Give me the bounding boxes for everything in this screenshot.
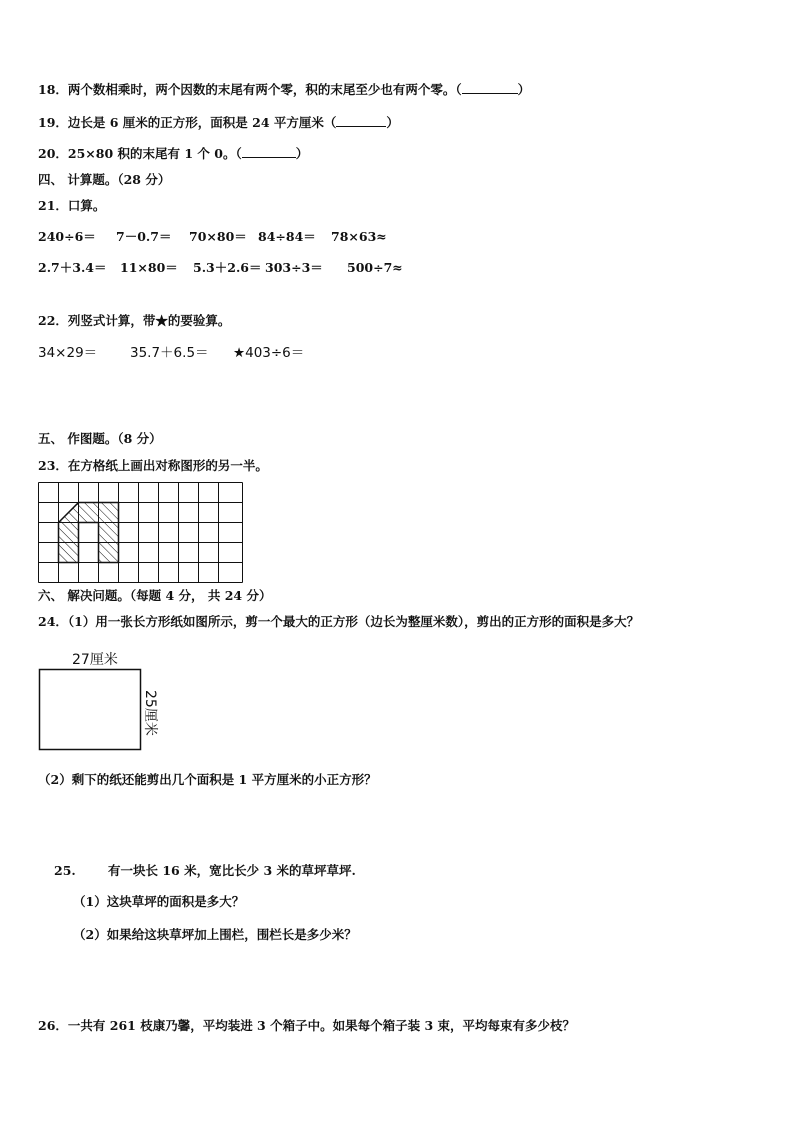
question-25-number: 25. [54,863,76,878]
rectangle-paper [40,670,141,750]
written-calc-item: 35.7＋6.5＝ [130,345,209,361]
question-26: 26．一共有 261 枝康乃馨，平均装进 3 个箱子中。如果每个箱子装 3 束，平均每束有多少枝？ [38,1018,575,1033]
mental-math-item: 78×63≈ [331,229,387,244]
question-20-text: 20．25×80 积的末尾有 1 个 0。（ [38,146,242,161]
mental-math-item: 84÷84＝ [258,229,316,244]
question-18-close: ） [517,82,531,97]
rectangle-height-label: 25厘米 [142,690,158,736]
question-23-title: 23．在方格纸上画出对称图形的另一半。 [38,458,268,473]
mental-math-item: 303÷3＝ [265,260,323,275]
written-calc-item: 34×29＝ [38,345,98,361]
question-25-sub-2: （2）如果给这块草坪加上围栏，围栏长是多少米？ [73,927,357,942]
question-24-part-2: （2）剩下的纸还能剪出几个面积是 1 平方厘米的小正方形？ [38,772,377,787]
question-19-close: ） [386,115,399,130]
question-19-text: 19．边长是 6 厘米的正方形，面积是 24 平方厘米（ [38,115,337,130]
answer-blank-18[interactable] [462,82,518,94]
section-6-heading: 六、 解决问题。（每题 4 分， 共 24 分） [38,588,272,603]
mental-math-item: 7－0.7＝ [116,229,172,244]
mental-math-item: 240÷6＝ [38,229,96,244]
question-18-text: 18．两个数相乘时，两个因数的末尾有两个零，积的末尾至少也有两个零。（ [38,82,462,97]
answer-blank-20[interactable] [242,146,296,158]
question-25-sub-1: （1）这块草坪的面积是多大？ [73,894,245,909]
section-5-heading: 五、 作图题。（8 分） [38,431,162,446]
section-4-heading: 四、 计算题。（28 分） [38,172,171,187]
question-24-part-1: 24．（1）用一张长方形纸如图所示，剪一个最大的正方形（边长为整厘米数），剪出的正方形的面积是多大？ [38,614,640,629]
question-25-text: 有一块长 16 米，宽比长少 3 米的草坪草坪. [108,863,356,878]
mental-math-item: 2.7＋3.4＝ [38,260,107,275]
question-20-close: ） [295,146,309,161]
question-19 [38,115,399,131]
rectangle-width-label: 27厘米 [72,652,118,668]
question-22-title: 22．列竖式计算，带★的要验算。 [38,313,231,328]
mental-math-item: 70×80＝ [189,229,247,244]
shaded-half-figure [59,503,119,563]
mental-math-item: 5.3＋2.6＝ [193,260,262,275]
question-18 [38,82,530,98]
mental-math-item: 500÷7≈ [347,260,403,275]
answer-blank-19[interactable] [336,115,386,127]
symmetry-grid[interactable] [38,482,244,584]
written-calc-item: ★403÷6＝ [233,345,305,361]
question-21-title: 21．口算。 [38,198,106,213]
question-20 [38,146,308,162]
mental-math-item: 11×80＝ [120,260,178,275]
rectangle-figure [36,648,171,754]
